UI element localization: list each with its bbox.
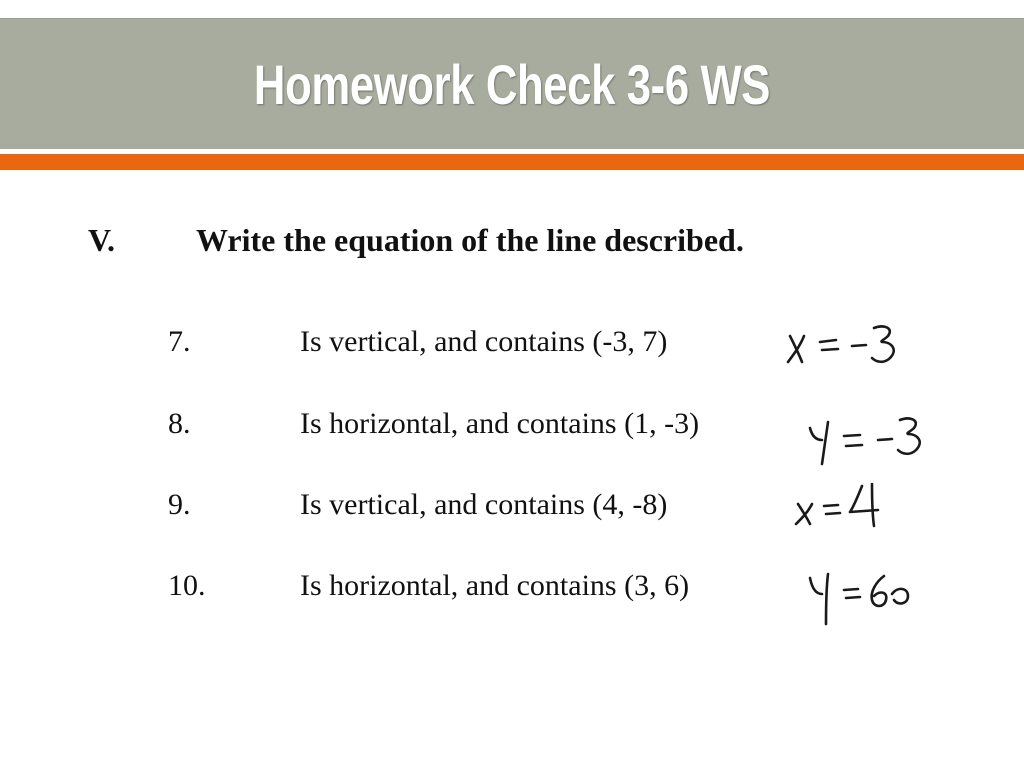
handwritten-answer-7 — [780, 318, 920, 368]
problem-number: 8. — [168, 407, 191, 440]
section-roman-numeral: V. — [88, 222, 115, 258]
problem-number: 7. — [168, 325, 191, 358]
section-instruction: Write the equation of the line described. — [196, 222, 744, 258]
handwritten-answer-9 — [790, 478, 900, 534]
problem-text: Is vertical, and contains (4, -8) — [300, 488, 668, 521]
accent-bar — [0, 154, 1024, 170]
slide-title: Homework Check 3-6 WS — [253, 53, 771, 116]
problem-text: Is horizontal, and contains (3, 6) — [300, 569, 690, 602]
problem-number: 10. — [168, 569, 206, 602]
problem-text: Is vertical, and contains (-3, 7) — [300, 325, 668, 358]
handwritten-answer-8 — [800, 406, 940, 470]
handwritten-answer-10 — [800, 568, 920, 632]
problem-text: Is horizontal, and contains (1, -3) — [300, 407, 700, 440]
problem-number: 9. — [168, 488, 191, 521]
